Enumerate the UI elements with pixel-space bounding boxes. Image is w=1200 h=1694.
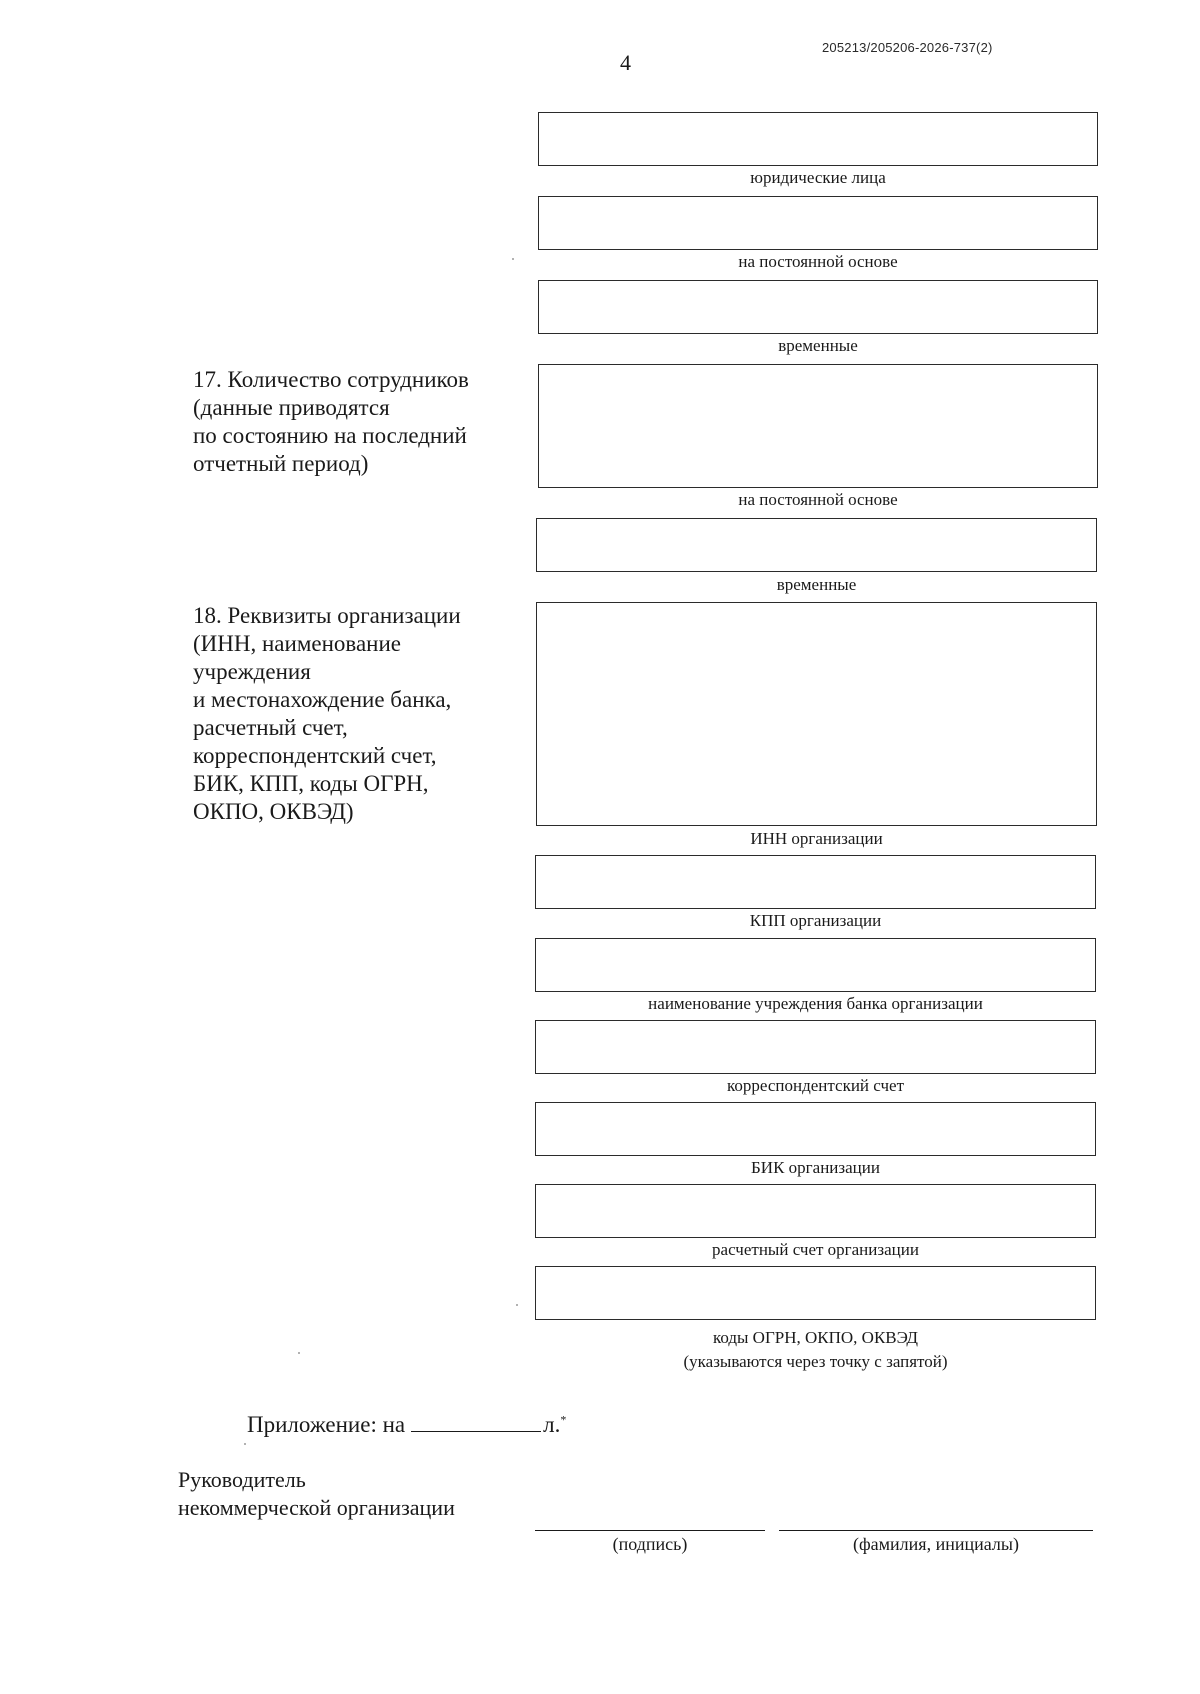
section-18-line: расчетный счет, xyxy=(193,715,348,740)
temporary-field-1[interactable] xyxy=(538,280,1098,334)
signature-line[interactable] xyxy=(535,1530,765,1531)
footnote-mark: * xyxy=(560,1412,567,1427)
employee-count-field[interactable] xyxy=(538,364,1098,488)
inn-caption: ИНН организации xyxy=(750,829,883,848)
temporary-caption-2: временные xyxy=(776,575,857,594)
codes-caption-line1: коды ОГРН, ОКПО, ОКВЭД xyxy=(712,1328,919,1347)
appendix-sheets-blank[interactable] xyxy=(411,1413,541,1432)
bank-name-field[interactable] xyxy=(535,938,1096,992)
appendix-line xyxy=(247,1412,566,1438)
codes-caption xyxy=(535,1326,1096,1374)
codes-caption-line2: (указываются через точку с запятой) xyxy=(683,1352,948,1371)
settlement-account-caption: расчетный счет организации xyxy=(712,1240,919,1259)
section-18-line: (ИНН, наименование xyxy=(193,631,401,656)
section-17-label xyxy=(193,366,469,478)
permanent-caption-1: на постоянной основе xyxy=(738,252,898,271)
section-17-line: отчетный период) xyxy=(193,451,369,476)
inn-field[interactable] xyxy=(536,602,1097,826)
bik-field[interactable] xyxy=(535,1102,1096,1156)
section-18-line: 18. Реквизиты организации xyxy=(193,603,461,628)
scan-speck xyxy=(298,1352,300,1354)
document-id: 205213/205206-2026-737(2) xyxy=(822,40,993,55)
page-number: 4 xyxy=(620,50,631,75)
section-17-line: 17. Количество сотрудников xyxy=(193,367,469,392)
codes-field[interactable] xyxy=(535,1266,1096,1320)
appendix-suffix: л. xyxy=(543,1412,561,1437)
scan-speck xyxy=(244,1443,246,1445)
section-18-line: и местонахождение банка, xyxy=(193,687,452,712)
bik-caption: БИК организации xyxy=(751,1158,880,1177)
section-18-line: учреждения xyxy=(193,659,311,684)
correspondent-account-field[interactable] xyxy=(535,1020,1096,1074)
head-label-line1: Руководитель xyxy=(178,1467,306,1492)
scan-speck xyxy=(516,1304,518,1306)
section-18-line: ОКПО, ОКВЭД) xyxy=(193,799,354,824)
section-18-line: БИК, КПП, коды ОГРН, xyxy=(193,771,429,796)
kpp-field[interactable] xyxy=(535,855,1096,909)
permanent-field-1[interactable] xyxy=(538,196,1098,250)
head-of-organization-label xyxy=(178,1466,455,1522)
temporary-field-2[interactable] xyxy=(536,518,1097,572)
name-caption: (фамилия, инициалы) xyxy=(853,1534,1019,1554)
name-line[interactable] xyxy=(779,1530,1093,1531)
legal-entities-field[interactable] xyxy=(538,112,1098,166)
kpp-caption: КПП организации xyxy=(749,911,882,930)
section-18-label xyxy=(193,602,461,826)
section-17-line: по состоянию на последний xyxy=(193,423,467,448)
appendix-prefix: Приложение: на xyxy=(247,1412,406,1437)
legal-entities-caption: юридические лица xyxy=(750,168,886,187)
temporary-caption-1: временные xyxy=(778,336,858,355)
scan-speck xyxy=(512,258,514,260)
section-18-line: корреспондентский счет, xyxy=(193,743,437,768)
bank-name-caption: наименование учреждения банка организации xyxy=(648,994,983,1013)
signature-caption: (подпись) xyxy=(612,1534,688,1554)
permanent-caption-2: на постоянной основе xyxy=(738,490,898,509)
section-17-line: (данные приводятся xyxy=(193,395,390,420)
settlement-account-field[interactable] xyxy=(535,1184,1096,1238)
correspondent-account-caption: корреспондентский счет xyxy=(726,1076,904,1095)
head-label-line2: некоммерческой организации xyxy=(178,1495,455,1520)
